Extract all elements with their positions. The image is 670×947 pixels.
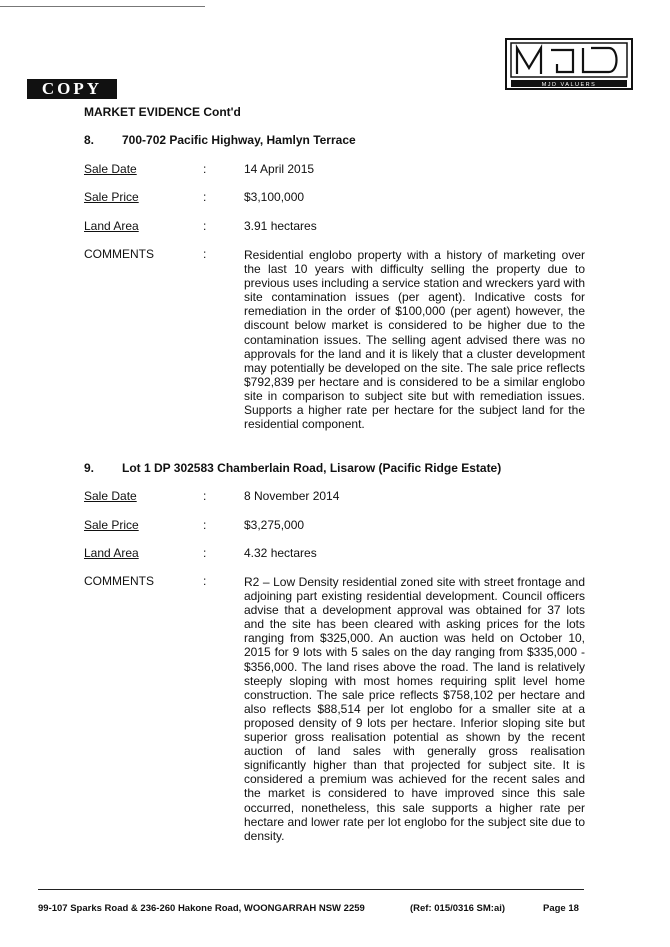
svg-text:MJD VALUERS: MJD VALUERS	[541, 82, 597, 88]
section-heading	[84, 133, 356, 147]
page-title: MARKET EVIDENCE Cont'd	[84, 105, 241, 119]
field-colon: :	[203, 219, 207, 233]
sale-price-value: $3,275,000	[244, 518, 305, 532]
comments-text: Residential englobo property with a history of marketing over the last 10 years with difficulty selling the property due to previous uses including a service station and wreckers yard with site contamination issues (per agent). Indicative costs for remediation in the order of $100,000 (per agent) however, the discount below market is considered to be higher due to the contamination issues. The selling agent advised there was no approvals for the land and it is likely that a cluster development may potentially be developed on the site. The sale price reflects $792,839 per hectare and is considered to be a similar englobo site in comparison to subject site but with remediation issues. Supports a higher rate per hectare for the subject land for the residential component.	[244, 248, 585, 432]
field-colon: :	[203, 190, 207, 204]
sale-date-value: 14 April 2015	[244, 162, 315, 176]
copy-stamp: COPY	[27, 79, 117, 99]
land-area-value: 3.91 hectares	[244, 219, 317, 233]
land-area-value: 4.32 hectares	[244, 546, 317, 560]
field-colon: :	[203, 574, 207, 588]
field-colon: :	[203, 546, 207, 560]
field-colon: :	[203, 162, 207, 176]
field-colon: :	[203, 518, 207, 532]
sale-date-label: Sale Date	[84, 162, 137, 176]
footer-reference: (Ref: 015/0316 SM:ai)	[410, 903, 506, 914]
sale-date-value: 8 November 2014	[244, 489, 340, 503]
page-number: Page 18	[543, 903, 579, 914]
section-title: 700-702 Pacific Highway, Hamlyn Terrace	[122, 133, 356, 147]
field-colon: :	[203, 247, 207, 261]
sale-price-label: Sale Price	[84, 190, 139, 204]
comments-label: COMMENTS	[84, 574, 154, 588]
field-colon: :	[203, 489, 207, 503]
sale-date-label: Sale Date	[84, 489, 137, 503]
section-number: 9.	[84, 461, 95, 475]
footer-address: 99-107 Sparks Road & 236-260 Hakone Road, WOONGARRAH NSW 2259	[38, 903, 365, 914]
mjd-valuers-logo	[505, 38, 633, 90]
land-area-label: Land Area	[84, 546, 139, 560]
comments-label: COMMENTS	[84, 247, 154, 261]
footer-rule	[38, 889, 584, 890]
land-area-label: Land Area	[84, 219, 139, 233]
scan-artifact-line	[0, 6, 205, 7]
section-title: Lot 1 DP 302583 Chamberlain Road, Lisarow (Pacific Ridge Estate)	[122, 461, 502, 475]
comments-text: R2 – Low Density residential zoned site with street frontage and adjoining part existing residential development. Council officers advise that a development approval was obtained for 37 lots and the site has been cleared with asking prices for the lots ranging from $325,000. An auction was held on October 10, 2015 for 9 lots with 5 sales on the day ranging from $335,000 - $356,000. The land rises above the road. The land is relatively steeply sloping with most homes requiring split level home construction. The sale price reflects $758,102 per hectare and also reflects $88,514 per lot englobo for a smaller site at a proposed density of 9 lots per hectare. Inferior sloping site but superior gross realisation potential as shown by the recent auction of land sales with generally gross realisation significantly higher than that projected for subject site. It is considered a premium was achieved for the recent sales and the market is considered to have improved since this sale occurred, nonetheless, this sale supports a higher rate per hectare and lower rate per lot englobo for the subject site due to density.	[244, 575, 585, 843]
sale-price-value: $3,100,000	[244, 190, 305, 204]
section-heading	[84, 461, 501, 475]
sale-price-label: Sale Price	[84, 518, 139, 532]
section-number: 8.	[84, 133, 95, 147]
